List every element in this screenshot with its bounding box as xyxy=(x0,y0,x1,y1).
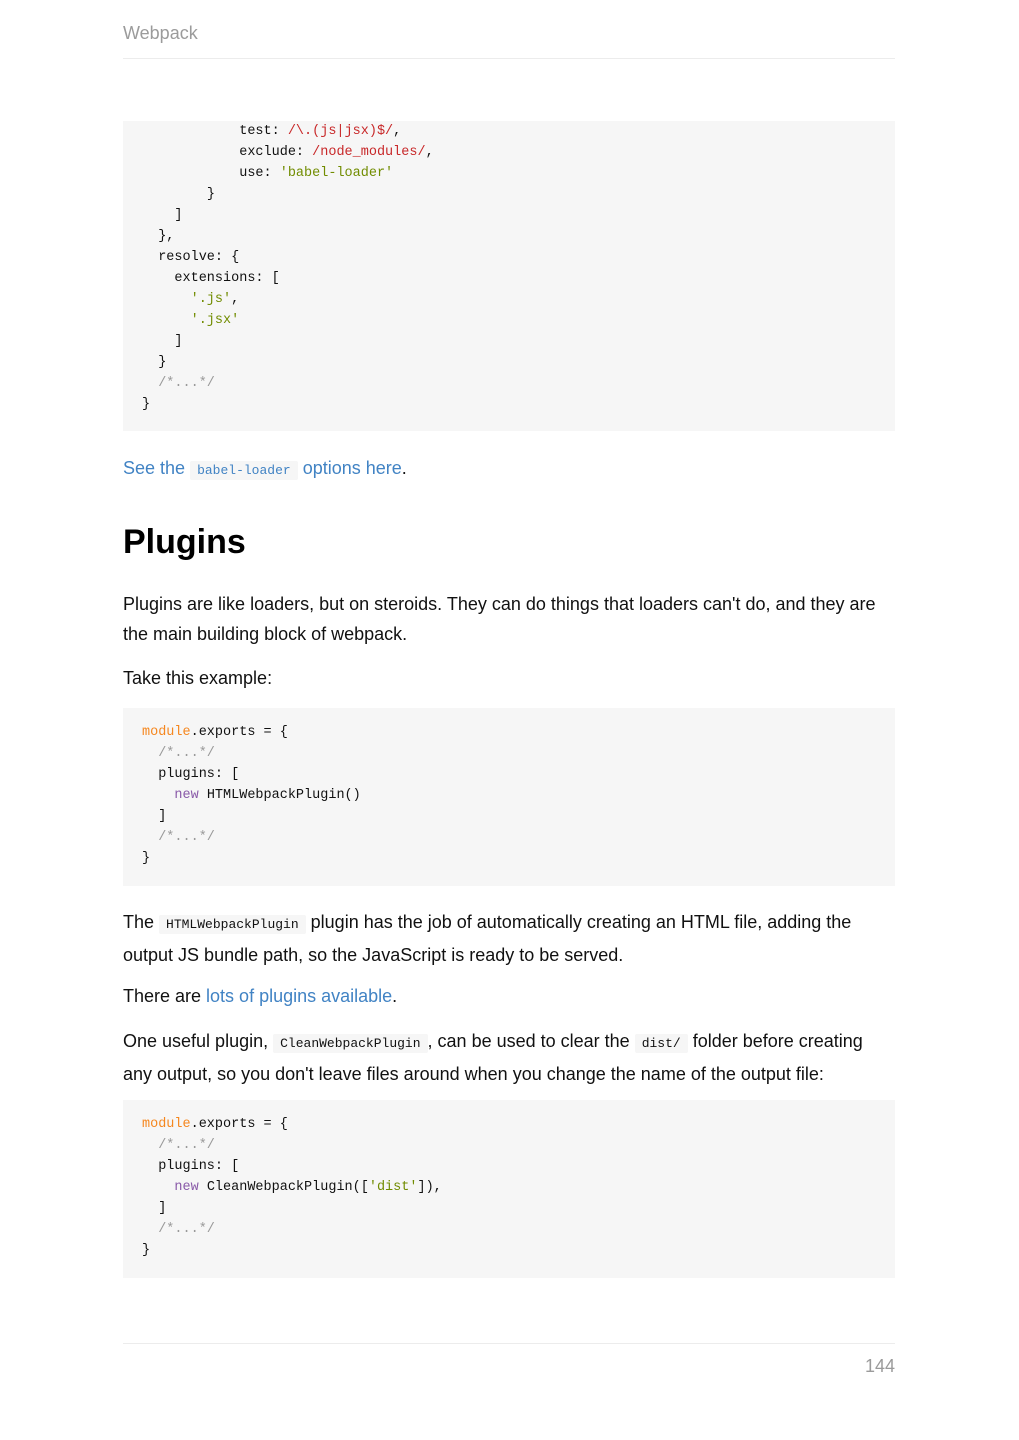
code-token: /*...*/ xyxy=(158,746,215,761)
code-indent xyxy=(142,334,174,349)
code-indent xyxy=(142,187,207,202)
code-token: .exports = { xyxy=(190,725,288,740)
code-line xyxy=(142,1156,895,1177)
code-token: 'dist' xyxy=(368,1180,418,1195)
code-token: CleanWebpackPlugin([ xyxy=(198,1180,369,1195)
code-token: new xyxy=(174,1180,199,1195)
code-token: 'babel-loader' xyxy=(279,166,394,181)
code-indent xyxy=(142,166,239,181)
code-token: '.js' xyxy=(190,292,232,307)
code-line xyxy=(142,121,895,142)
code-token: test: xyxy=(239,124,288,139)
html-webpack-plugin-paragraph: The HTMLWebpackPlugin plugin has the job of automatically creating an HTML file, adding the output JS bundle path, so the JavaScript is ready to be served. xyxy=(123,912,852,965)
footer-divider xyxy=(123,1343,895,1344)
code-token: ] xyxy=(174,334,183,349)
clean-webpack-plugin-inline-code: CleanWebpackPlugin xyxy=(273,1034,427,1053)
take-example-paragraph: Take this example: xyxy=(123,668,273,688)
code-token: new xyxy=(174,788,199,803)
code-indent xyxy=(142,767,158,782)
code-line xyxy=(142,268,895,289)
header-divider xyxy=(123,58,895,59)
html-webpack-plugin-inline-code: HTMLWebpackPlugin xyxy=(159,915,306,934)
code-indent xyxy=(142,250,158,265)
code-token: use: xyxy=(239,166,280,181)
code-indent xyxy=(142,376,158,391)
code-indent xyxy=(142,124,239,139)
code-indent xyxy=(142,746,158,761)
page-number: 144 xyxy=(864,1356,895,1376)
code-token: ] xyxy=(174,208,183,223)
code-line xyxy=(142,743,895,764)
code-token: , xyxy=(393,124,402,139)
code-line xyxy=(142,1198,895,1219)
code-line xyxy=(142,184,895,205)
code-token: exclude: xyxy=(239,145,313,160)
code-token: HTMLWebpackPlugin() xyxy=(198,788,361,803)
code-token: , xyxy=(231,292,240,307)
code-indent xyxy=(142,788,174,803)
clean-webpack-plugin-paragraph: One useful plugin, CleanWebpackPlugin , can be used to clear the dist/ folder before creating any output, so you don't leave files around when you change the name of the output file: xyxy=(123,1031,863,1084)
code-line xyxy=(142,352,895,373)
code-token: /*...*/ xyxy=(158,830,215,845)
code-block-babel-config xyxy=(123,121,895,431)
code-token: } xyxy=(142,851,151,866)
code-block-clean-webpack-plugin xyxy=(123,1100,895,1278)
code-line xyxy=(142,1135,895,1156)
babel-loader-options-link[interactable]: See the babel-loader options here xyxy=(123,458,402,478)
code-line xyxy=(142,310,895,331)
section-heading-plugins: Plugins xyxy=(123,523,246,561)
code-token: plugins: [ xyxy=(158,767,240,782)
code-indent xyxy=(142,809,158,824)
code-token: '.jsx' xyxy=(190,313,240,328)
code-indent xyxy=(142,1138,158,1153)
code-indent xyxy=(142,1180,174,1195)
code-line xyxy=(142,1240,895,1261)
code-line xyxy=(142,226,895,247)
code-token: resolve: { xyxy=(158,250,240,265)
code-token: } xyxy=(142,1243,151,1258)
code-line xyxy=(142,289,895,310)
code-token: } xyxy=(142,397,151,412)
code-token: module xyxy=(142,1117,191,1132)
code-line xyxy=(142,163,895,184)
code-token: ] xyxy=(158,809,167,824)
code-token: /*...*/ xyxy=(158,376,215,391)
code-indent xyxy=(142,355,158,370)
code-token: module xyxy=(142,725,191,740)
code-line xyxy=(142,1219,895,1240)
code-token: } xyxy=(158,355,167,370)
code-line xyxy=(142,373,895,394)
code-line xyxy=(142,142,895,163)
code-line xyxy=(142,247,895,268)
code-indent xyxy=(142,1222,158,1237)
code-indent xyxy=(142,145,239,160)
code-token: .exports = { xyxy=(190,1117,288,1132)
code-token: /*...*/ xyxy=(158,1138,215,1153)
lots-of-plugins-paragraph: There are lots of plugins available. xyxy=(123,986,398,1006)
dist-folder-inline-code: dist/ xyxy=(635,1034,688,1053)
running-header: Webpack xyxy=(123,23,198,43)
code-line xyxy=(142,394,895,415)
code-token: } xyxy=(206,187,215,202)
plugins-intro-paragraph: Plugins are like loaders, but on steroids. They can do things that loaders can't do, and they are the main building block of webpack. xyxy=(123,594,876,644)
code-line xyxy=(142,205,895,226)
code-line xyxy=(142,1114,895,1135)
code-indent xyxy=(142,830,158,845)
lots-of-plugins-link[interactable]: lots of plugins available xyxy=(206,986,393,1006)
code-token: , xyxy=(425,145,434,160)
code-indent xyxy=(142,208,174,223)
code-indent xyxy=(142,229,158,244)
code-indent xyxy=(142,1201,158,1216)
code-indent xyxy=(142,292,191,307)
code-token: /\.(js|jsx)$/ xyxy=(287,124,394,139)
code-token: plugins: [ xyxy=(158,1159,240,1174)
see-babel-loader-paragraph: See the babel-loader options here. xyxy=(123,458,407,478)
code-line xyxy=(142,1177,895,1198)
code-token: /*...*/ xyxy=(158,1222,215,1237)
code-indent xyxy=(142,271,174,286)
code-line xyxy=(142,331,895,352)
babel-loader-inline-code: babel-loader xyxy=(190,461,298,480)
code-token: ] xyxy=(158,1201,167,1216)
code-indent xyxy=(142,313,191,328)
code-indent xyxy=(142,1159,158,1174)
code-token: }, xyxy=(158,229,175,244)
code-line xyxy=(142,806,895,827)
code-block-html-webpack-plugin xyxy=(123,708,895,886)
code-line xyxy=(142,827,895,848)
code-line xyxy=(142,764,895,785)
code-line xyxy=(142,848,895,869)
code-line xyxy=(142,722,895,743)
code-line xyxy=(142,785,895,806)
code-token: extensions: [ xyxy=(174,271,280,286)
code-token: ]), xyxy=(417,1180,442,1195)
code-token: /node_modules/ xyxy=(312,145,426,160)
